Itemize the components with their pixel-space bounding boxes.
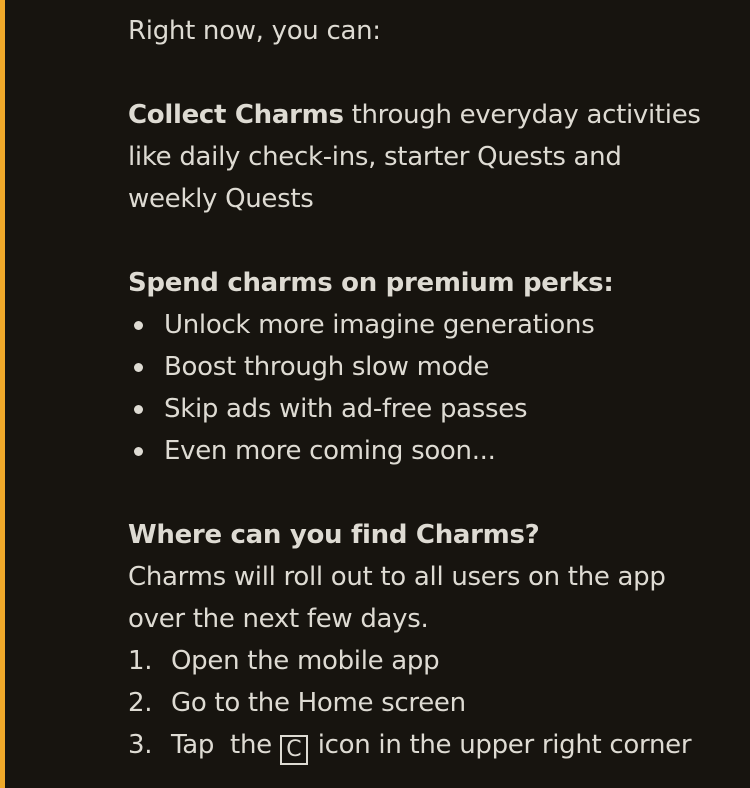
step-text: Open the mobile app	[171, 646, 440, 676]
list-item	[128, 304, 740, 346]
steps-list	[128, 640, 740, 766]
list-item	[128, 640, 740, 682]
list-item	[128, 430, 740, 472]
collect-line-2: like daily check-ins, starter Quests and	[128, 142, 622, 172]
step-number: 1.	[128, 646, 153, 676]
spacer	[128, 52, 740, 94]
intro-text: Right now, you can:	[128, 16, 381, 46]
list-item	[128, 346, 740, 388]
bullet-dot	[134, 321, 143, 330]
spacer	[128, 220, 740, 262]
step-text: Go to the Home screen	[171, 688, 466, 718]
charm-c-icon: C	[280, 735, 308, 765]
collect-line-3: weekly Quests	[128, 184, 314, 214]
perk-text: Even more coming soon...	[164, 436, 496, 466]
spend-heading: Spend charms on premium perks:	[128, 268, 614, 298]
collect-rest: through everyday activities	[343, 100, 701, 130]
message-content	[128, 10, 740, 766]
bullet-dot	[134, 447, 143, 456]
perk-text: Skip ads with ad-free passes	[164, 394, 528, 424]
step-number: 3.	[128, 730, 153, 760]
bullet-dot	[134, 363, 143, 372]
spacer	[128, 472, 740, 514]
step-number: 2.	[128, 688, 153, 718]
perks-list	[128, 304, 740, 472]
list-item	[128, 724, 740, 766]
collect-bold: Collect Charms	[128, 100, 344, 130]
list-item	[128, 388, 740, 430]
where-line-1: Charms will roll out to all users on the app	[128, 562, 666, 592]
accent-bar	[0, 0, 5, 788]
step-text-post: icon in the upper right corner	[309, 730, 692, 760]
step-text-pre: Tap the	[171, 730, 280, 760]
where-line-2: over the next few days.	[128, 604, 429, 634]
list-item	[128, 682, 740, 724]
where-heading: Where can you find Charms?	[128, 520, 540, 550]
bullet-dot	[134, 405, 143, 414]
perk-text: Boost through slow mode	[164, 352, 490, 382]
collect-paragraph	[128, 94, 740, 136]
perk-text: Unlock more imagine generations	[164, 310, 595, 340]
